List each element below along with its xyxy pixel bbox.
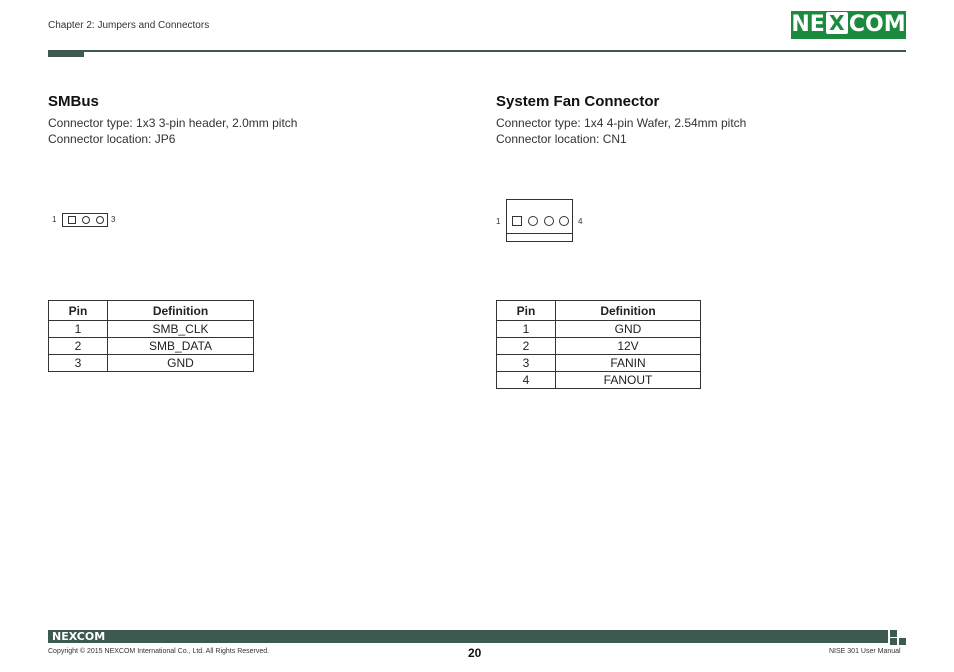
definition-cell: FANIN: [556, 355, 701, 372]
fan-pin-table: [496, 300, 701, 389]
smbus-description: [48, 115, 297, 147]
pin-2-circle: [528, 216, 538, 226]
pin-1-square: [512, 216, 522, 226]
logo-text-ne: NE: [791, 12, 825, 37]
copyright-text: Copyright © 2015 NEXCOM International Co., Ltd. All Rights Reserved.: [48, 648, 270, 655]
table-header-row: [497, 301, 701, 321]
header-rule: [48, 50, 906, 52]
fan-connector-location: Connector location: CN1: [496, 132, 627, 146]
pin-cell: 1: [49, 321, 108, 338]
footer-logo: NEXCOM: [52, 630, 106, 643]
chapter-title: Chapter 2: Jumpers and Connectors: [48, 20, 210, 31]
table-row: [497, 372, 701, 389]
smbus-pin-label-first: 1: [52, 215, 57, 224]
smbus-connector-location: Connector location: JP6: [48, 132, 176, 146]
nexcom-logo: [791, 11, 906, 39]
column-header-pin: Pin: [49, 301, 108, 321]
pin-cell: 4: [497, 372, 556, 389]
logo-text-com: COM: [848, 12, 906, 37]
definition-cell: SMB_DATA: [108, 338, 254, 355]
definition-cell: GND: [108, 355, 254, 372]
smbus-pin-label-last: 3: [111, 215, 116, 224]
table-row: [49, 355, 254, 372]
footer-decor-square: [890, 630, 897, 637]
table-row: [497, 355, 701, 372]
pin-4-circle: [559, 216, 569, 226]
footer-bar: [48, 630, 888, 643]
smbus-title: SMBus: [48, 93, 99, 110]
pin-cell: 2: [49, 338, 108, 355]
fan-title: System Fan Connector: [496, 93, 660, 110]
table-row: [497, 338, 701, 355]
pin-cell: 2: [497, 338, 556, 355]
page-number: 20: [468, 646, 482, 660]
header-accent-block: [48, 50, 84, 57]
logo-text-x: X: [826, 12, 848, 34]
table-row: [49, 321, 254, 338]
pin-cell: 3: [49, 355, 108, 372]
definition-cell: FANOUT: [556, 372, 701, 389]
definition-cell: 12V: [556, 338, 701, 355]
fan-description: [496, 115, 746, 147]
manual-name: NISE 301 User Manual: [829, 648, 901, 655]
fan-pin-label-first: 1: [496, 217, 501, 226]
wafer-bottom-line: [507, 233, 572, 234]
smbus-pin-table: [48, 300, 254, 372]
column-header-definition: Definition: [556, 301, 701, 321]
pin-3-circle: [96, 216, 104, 224]
pin-1-square: [68, 216, 76, 224]
pin-cell: 1: [497, 321, 556, 338]
fan-pin-label-last: 4: [578, 217, 583, 226]
definition-cell: SMB_CLK: [108, 321, 254, 338]
table-row: [497, 321, 701, 338]
pin-2-circle: [82, 216, 90, 224]
table-header-row: [49, 301, 254, 321]
fan-connector-diagram: [506, 199, 573, 242]
smbus-connector-diagram: [62, 213, 108, 227]
table-row: [49, 338, 254, 355]
pin-cell: 3: [497, 355, 556, 372]
footer-decor-square: [899, 638, 906, 645]
pin-3-circle: [544, 216, 554, 226]
fan-connector-type: Connector type: 1x4 4-pin Wafer, 2.54mm pitch: [496, 116, 747, 130]
definition-cell: GND: [556, 321, 701, 338]
column-header-pin: Pin: [497, 301, 556, 321]
footer-decor-square: [890, 638, 897, 645]
smbus-connector-type: Connector type: 1x3 3-pin header, 2.0mm pitch: [48, 116, 298, 130]
column-header-definition: Definition: [108, 301, 254, 321]
